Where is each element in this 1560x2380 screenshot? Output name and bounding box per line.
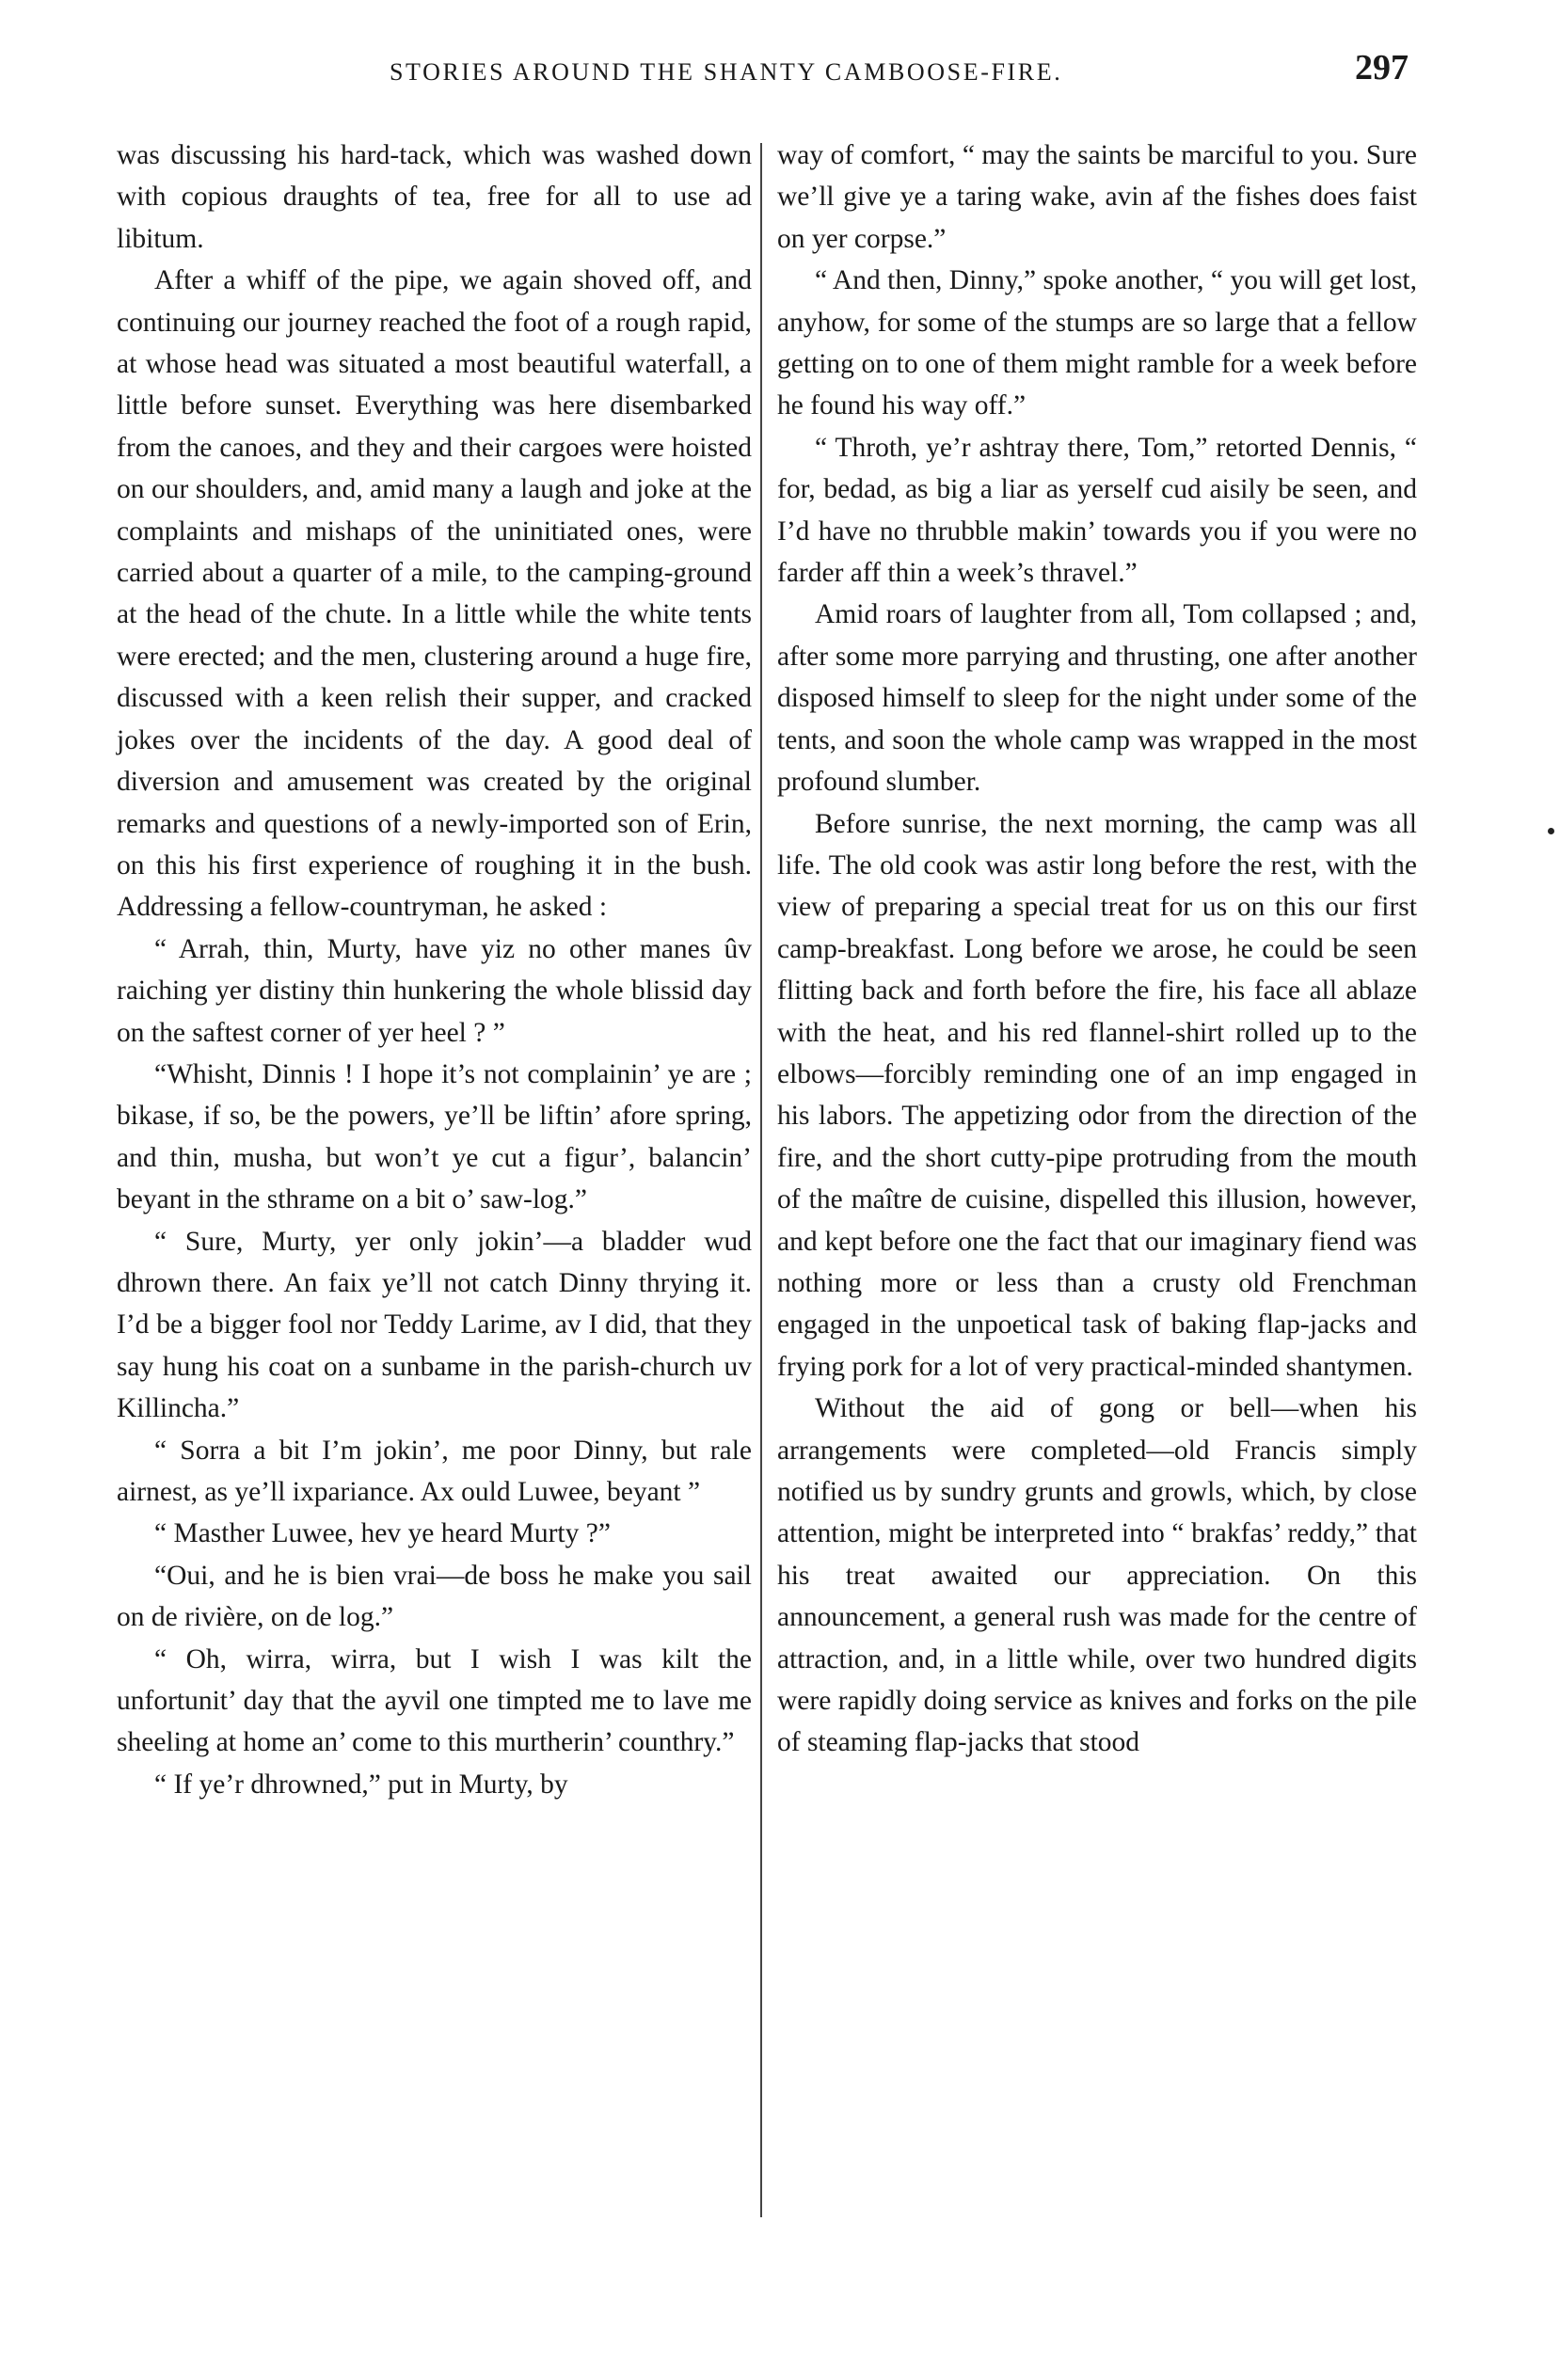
ink-speck [1548,828,1554,834]
paragraph: “Whisht, Dinnis ! I hope it’s not complainin’ ye are ; bikase, if so, be the powers, ye’ll be liftin’ afore spring, and thin, musha, but won’t ye cut a figur’, balancin’ beyant in the sthrame on a bit o’ saw-log.” [117,1058,752,1215]
running-head: STORIES AROUND THE SHANTY CAMBOOSE-FIRE. [390,58,1063,86]
paragraph: Amid roars of laughter from all, Tom collapsed ; and, after some more parrying and thrusting, one after another disposed himself to sleep for the night under some of the tents, and soon the whole camp was wrapped in the most profound slumber. [777,599,1417,798]
paragraph: Without the aid of gong or bell—when his arrangements were completed—old Francis simply notified us by sundry grunts and growls, which, by close attention, might be interpreted into “ brakfas’ reddy,” that his treat awaited our appreciation. On this announcement, a general rush was made for the centre of attraction, and, in a little while, over two hundred digits were rapidly doing service as knives and forks on the pile of steaming flap-jacks that stood [777,1393,1417,1758]
paragraph: Before sunrise, the next morning, the camp was all life. The old cook was astir long before the rest, with the view of preparing a special treat for us on this our first camp-breakfast. Long before we arose, he could be seen flitting back and forth before the fire, his face all ablaze with the heat, and his red flannel-shirt rolled up to the elbows—forcibly reminding one of an imp engaged in his labors. The appetizing odor from the direction of the fire, and the short cutty-pipe protruding from the mouth of the maître de cuisine, dispelled this illusion, however, and kept before one the fact that our imaginary fiend was nothing more or less than a crusty old Frenchman engaged in the unpoetical task of baking flap-jacks and frying pork for a lot of very practical-minded shantymen. [777,808,1417,1382]
column-rule [760,143,762,2217]
paragraph: After a whiff of the pipe, we again shoved off, and continuing our journey reached the foot of a rough rapid, at whose head was situated a most beautiful waterfall, a little before sunset. Everything was here disembarked from the canoes, and they and their cargoes were hoisted on our shoulders, and, amid many a laugh and joke at the complaints and mishaps of the uninitiated ones, were carried about a quarter of a mile, to the camping-ground at the head of the chute. In a little while the white tents were erected; and the men, clustering around a huge fire, discussed with a keen relish their supper, and cracked jokes over the incidents of the day. A good deal of diversion and amusement was created by the original remarks and questions of a newly-imported son of Erin, on this his first experience of roughing it in the bush. Addressing a fellow-countryman, he asked : [117,265,752,923]
paragraph: “ Throth, ye’r ashtray there, Tom,” retorted Dennis, “ for, bedad, as big a liar as yerself cud aisily be seen, and I’d have no thrubble makin’ towards you if you were no farder aff thin a week’s thravel.” [777,432,1417,589]
page-header [0,0,1560,113]
paragraph: “ Oh, wirra, wirra, but I wish I was kilt the unfortunit’ day that the ayvil one timpted me to lave me sheeling at home an’ come to this murtherin’ counthry.” [117,1643,752,1758]
paragraph: “ If ye’r dhrowned,” put in Murty, by [154,1769,568,1800]
paragraph: “ Sorra a bit I’m jokin’, me poor Dinny, but rale airnest, as ye’ll ixpariance. Ax ould Luwee, beyant ” [117,1435,752,1507]
right-column [777,135,1417,1764]
paragraph: “ And then, Dinny,” spoke another, “ you will get lost, anyhow, for some of the stumps are so large that a fellow getting on to one of them might ramble for a week before he found his way off.” [777,265,1417,421]
paragraph: “ Sure, Murty, yer only jokin’—a bladder wud dhrown there. An faix ye’ll not catch Dinny thrying it. I’d be a bigger fool nor Teddy Larime, av I did, that they say hung his coat on a sunbame in the parish-church uv Killincha.” [117,1226,752,1424]
page-number: 297 [1355,48,1409,87]
paragraph: “ Arrah, thin, Murty, have yiz no other manes ûv raiching yer distiny thin hunkering the whole blissid day on the saftest corner of yer heel ? ” [117,933,752,1048]
left-column [117,135,752,1805]
paragraph: way of comfort, “ may the saints be marciful to you. Sure we’ll give ye a taring wake, avin af the fishes does faist on yer corpse.” [777,140,1417,254]
paragraph: was discussing his hard-tack, which was washed down with copious draughts of tea, free for all to use ad libitum. [117,140,752,254]
paragraph: “Oui, and he is bien vrai—de boss he make you sail on de rivière, on de log.” [117,1560,752,1633]
paragraph: “ Masther Luwee, hev ye heard Murty ?” [154,1518,611,1549]
